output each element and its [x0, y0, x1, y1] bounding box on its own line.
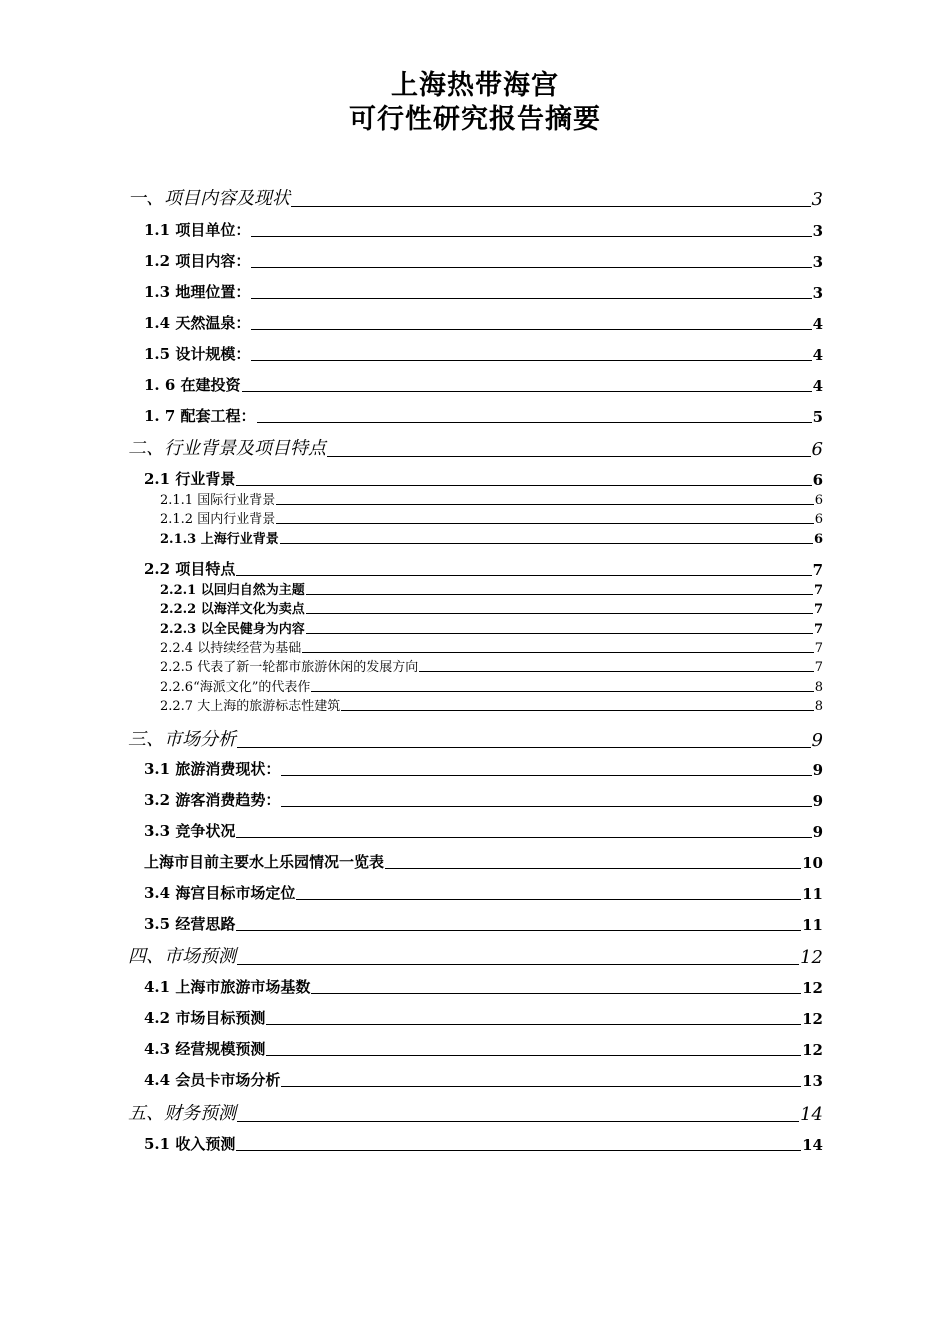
toc-entry-label: 四、市场预测 — [128, 946, 236, 967]
toc-leader-line — [251, 297, 811, 299]
toc-entry-label: 一、项目内容及现状 — [128, 188, 290, 209]
toc-entry[interactable] — [128, 946, 823, 968]
toc-entry[interactable] — [144, 470, 823, 489]
toc-leader-line — [311, 690, 813, 692]
toc-entry-label: 2.1.2 国内行业背景 — [160, 512, 276, 527]
toc-entry-page: 7 — [814, 641, 823, 656]
toc-entry-label: 2.2.3 以全民健身为内容 — [160, 622, 305, 637]
toc-entry-page: 3 — [812, 284, 823, 302]
toc-entry-label: 5.1 收入预测 — [144, 1135, 236, 1153]
toc-leader-line — [236, 484, 811, 486]
toc-entry[interactable] — [160, 492, 823, 508]
toc-entry-page: 12 — [802, 1041, 823, 1059]
toc-entry-page: 4 — [812, 315, 823, 333]
toc-entry[interactable] — [160, 659, 823, 675]
toc-entry[interactable] — [144, 221, 823, 240]
toc-entry-label: 3.5 经营思路 — [144, 915, 236, 933]
toc-entry[interactable] — [144, 1071, 823, 1090]
toc-entry-page: 3 — [812, 222, 823, 240]
toc-entry-page: 13 — [802, 1072, 823, 1090]
toc-leader-line — [251, 359, 811, 361]
toc-entry-label: 3.1 旅游消费现状： — [144, 760, 281, 778]
toc-leader-line — [237, 963, 799, 965]
toc-entry[interactable] — [144, 853, 823, 872]
toc-entry-page: 14 — [800, 1104, 823, 1125]
toc-entry-label: 2.2.5 代表了新一轮都市旅游休闲的发展方向 — [160, 660, 419, 675]
toc-entry-label: 1.3 地理位置： — [144, 283, 251, 301]
toc-leader-line — [236, 929, 801, 931]
toc-entry[interactable] — [144, 345, 823, 364]
toc-entry-page: 7 — [812, 561, 823, 579]
toc-entry-page: 9 — [812, 761, 823, 779]
toc-entry-label: 1.1 项目单位： — [144, 221, 251, 239]
toc-leader-line — [327, 455, 811, 457]
toc-entry-page: 3 — [812, 253, 823, 271]
toc-entry-label: 2.2.7 大上海的旅游标志性建筑 — [160, 699, 341, 714]
toc-entry[interactable] — [160, 601, 823, 617]
toc-entry-label: 2.2.1 以回归自然为主题 — [160, 583, 305, 598]
toc-entry-label: 4.2 市场目标预测 — [144, 1009, 266, 1027]
toc-leader-line — [306, 612, 813, 614]
toc-entry-page: 11 — [802, 916, 823, 934]
toc-entry-label: 4.3 经营规模预测 — [144, 1040, 266, 1058]
toc-entry[interactable] — [144, 376, 823, 395]
toc-leader-line — [251, 235, 811, 237]
toc-leader-line — [281, 805, 811, 807]
toc-entry[interactable] — [128, 1103, 823, 1125]
toc-entry-label: 二、行业背景及项目特点 — [128, 438, 326, 459]
toc-entry-page: 10 — [802, 854, 823, 872]
toc-leader-line — [291, 205, 811, 207]
toc-entry-label: 1. 6 在建投资 — [144, 376, 241, 394]
toc-leader-line — [257, 421, 812, 423]
toc-entry-page: 9 — [812, 792, 823, 810]
toc-entry[interactable] — [144, 252, 823, 271]
toc-entry[interactable] — [144, 915, 823, 934]
toc-entry-label: 三、市场分析 — [128, 729, 236, 750]
toc-entry-label: 2.2.4 以持续经营为基础 — [160, 641, 302, 656]
toc-leader-line — [419, 670, 814, 672]
toc-entry-label: 3.2 游客消费趋势： — [144, 791, 281, 809]
toc-entry-page: 7 — [814, 660, 823, 675]
toc-leader-line — [237, 1120, 799, 1122]
toc-leader-line — [237, 746, 811, 748]
toc-entry-label: 3.4 海宫目标市场定位 — [144, 884, 296, 902]
toc-leader-line — [242, 390, 812, 392]
toc-entry-label: 2.2 项目特点 — [144, 560, 236, 578]
toc-entry-label: 2.2.2 以海洋文化为卖点 — [160, 602, 305, 617]
document-title-line1: 上海热带海宫 — [391, 70, 559, 101]
toc-leader-line — [281, 1085, 801, 1087]
toc-leader-line — [281, 774, 811, 776]
toc-entry-page: 6 — [811, 439, 823, 460]
toc-entry[interactable] — [144, 283, 823, 302]
toc-leader-line — [302, 651, 814, 653]
toc-leader-line — [251, 266, 811, 268]
toc-entry-page: 6 — [813, 532, 823, 547]
toc-entry[interactable] — [160, 640, 823, 656]
toc-entry[interactable] — [144, 1135, 823, 1154]
document-title-line2: 可行性研究报告摘要 — [349, 104, 601, 135]
toc-leader-line — [306, 632, 813, 634]
toc-entry-label: 2.1.1 国际行业背景 — [160, 493, 276, 508]
toc-entry-label: 五、财务预测 — [128, 1103, 236, 1124]
toc-entry-label: 4.4 会员卡市场分析 — [144, 1071, 281, 1089]
toc-entry-label: 1. 7 配套工程： — [144, 407, 256, 425]
toc-entry-page: 6 — [814, 493, 823, 508]
toc-entry[interactable] — [144, 791, 823, 810]
toc-leader-line — [276, 503, 814, 505]
toc-entry-label: 1.2 项目内容： — [144, 252, 251, 270]
toc-entry-page: 6 — [814, 512, 823, 527]
toc-leader-line — [276, 522, 814, 524]
toc-entry[interactable] — [144, 314, 823, 333]
toc-entry-page: 11 — [802, 885, 823, 903]
toc-entry-page: 4 — [812, 346, 823, 364]
toc-entry[interactable] — [144, 1040, 823, 1059]
toc-entry[interactable] — [144, 407, 823, 426]
toc-leader-line — [280, 542, 813, 544]
toc-leader-line — [236, 1149, 801, 1151]
toc-entry[interactable] — [160, 511, 823, 527]
toc-entry[interactable] — [144, 978, 823, 997]
toc-entry-page: 8 — [814, 699, 823, 714]
toc-leader-line — [266, 1023, 801, 1025]
toc-entry-label: 3.3 竞争状况 — [144, 822, 236, 840]
toc-leader-line — [341, 709, 814, 711]
toc-entry-page: 12 — [800, 947, 823, 968]
toc-entry-page: 6 — [812, 471, 823, 489]
toc-entry[interactable] — [144, 822, 823, 841]
toc-entry-page: 4 — [812, 377, 823, 395]
toc-entry-label: 2.2.6“海派文化”的代表作 — [160, 680, 311, 695]
toc-entry-label: 1.4 天然温泉： — [144, 314, 251, 332]
toc-entry[interactable] — [144, 760, 823, 779]
toc-leader-line — [236, 574, 811, 576]
toc-entry[interactable] — [128, 188, 823, 210]
toc-leader-line — [296, 898, 801, 900]
toc-entry-page: 7 — [813, 583, 823, 598]
toc-entry[interactable] — [160, 582, 823, 598]
toc-leader-line — [236, 836, 811, 838]
toc-leader-line — [251, 328, 811, 330]
toc-leader-line — [385, 867, 801, 869]
toc-leader-line — [311, 992, 801, 994]
toc-entry-page: 9 — [812, 823, 823, 841]
toc-entry[interactable] — [128, 729, 823, 751]
toc-entry-label: 上海市目前主要水上乐园情况一览表 — [144, 853, 385, 871]
toc-entry[interactable] — [144, 884, 823, 903]
toc-entry[interactable] — [160, 698, 823, 714]
toc-entry[interactable] — [160, 531, 823, 547]
toc-entry[interactable] — [160, 679, 823, 695]
toc-leader-line — [266, 1054, 801, 1056]
toc-leader-line — [306, 593, 813, 595]
toc-entry-label: 2.1.3 上海行业背景 — [160, 532, 279, 547]
toc-entry-page: 14 — [802, 1136, 823, 1154]
toc-entry-page: 8 — [814, 680, 823, 695]
toc-entry-page: 9 — [811, 730, 823, 751]
toc-entry-page: 7 — [813, 622, 823, 637]
toc-entry-page: 3 — [811, 189, 823, 210]
toc-entry-page: 7 — [813, 602, 823, 617]
toc-entry-label: 2.1 行业背景 — [144, 470, 236, 488]
toc-entry[interactable] — [144, 560, 823, 579]
toc-entry-label: 4.1 上海市旅游市场基数 — [144, 978, 311, 996]
toc-entry[interactable] — [160, 621, 823, 637]
toc-entry-page: 12 — [802, 979, 823, 997]
toc-entry[interactable] — [144, 1009, 823, 1028]
toc-entry[interactable] — [128, 438, 823, 460]
toc-entry-page: 5 — [812, 408, 823, 426]
toc-entry-label: 1.5 设计规模： — [144, 345, 251, 363]
toc-entry-page: 12 — [802, 1010, 823, 1028]
